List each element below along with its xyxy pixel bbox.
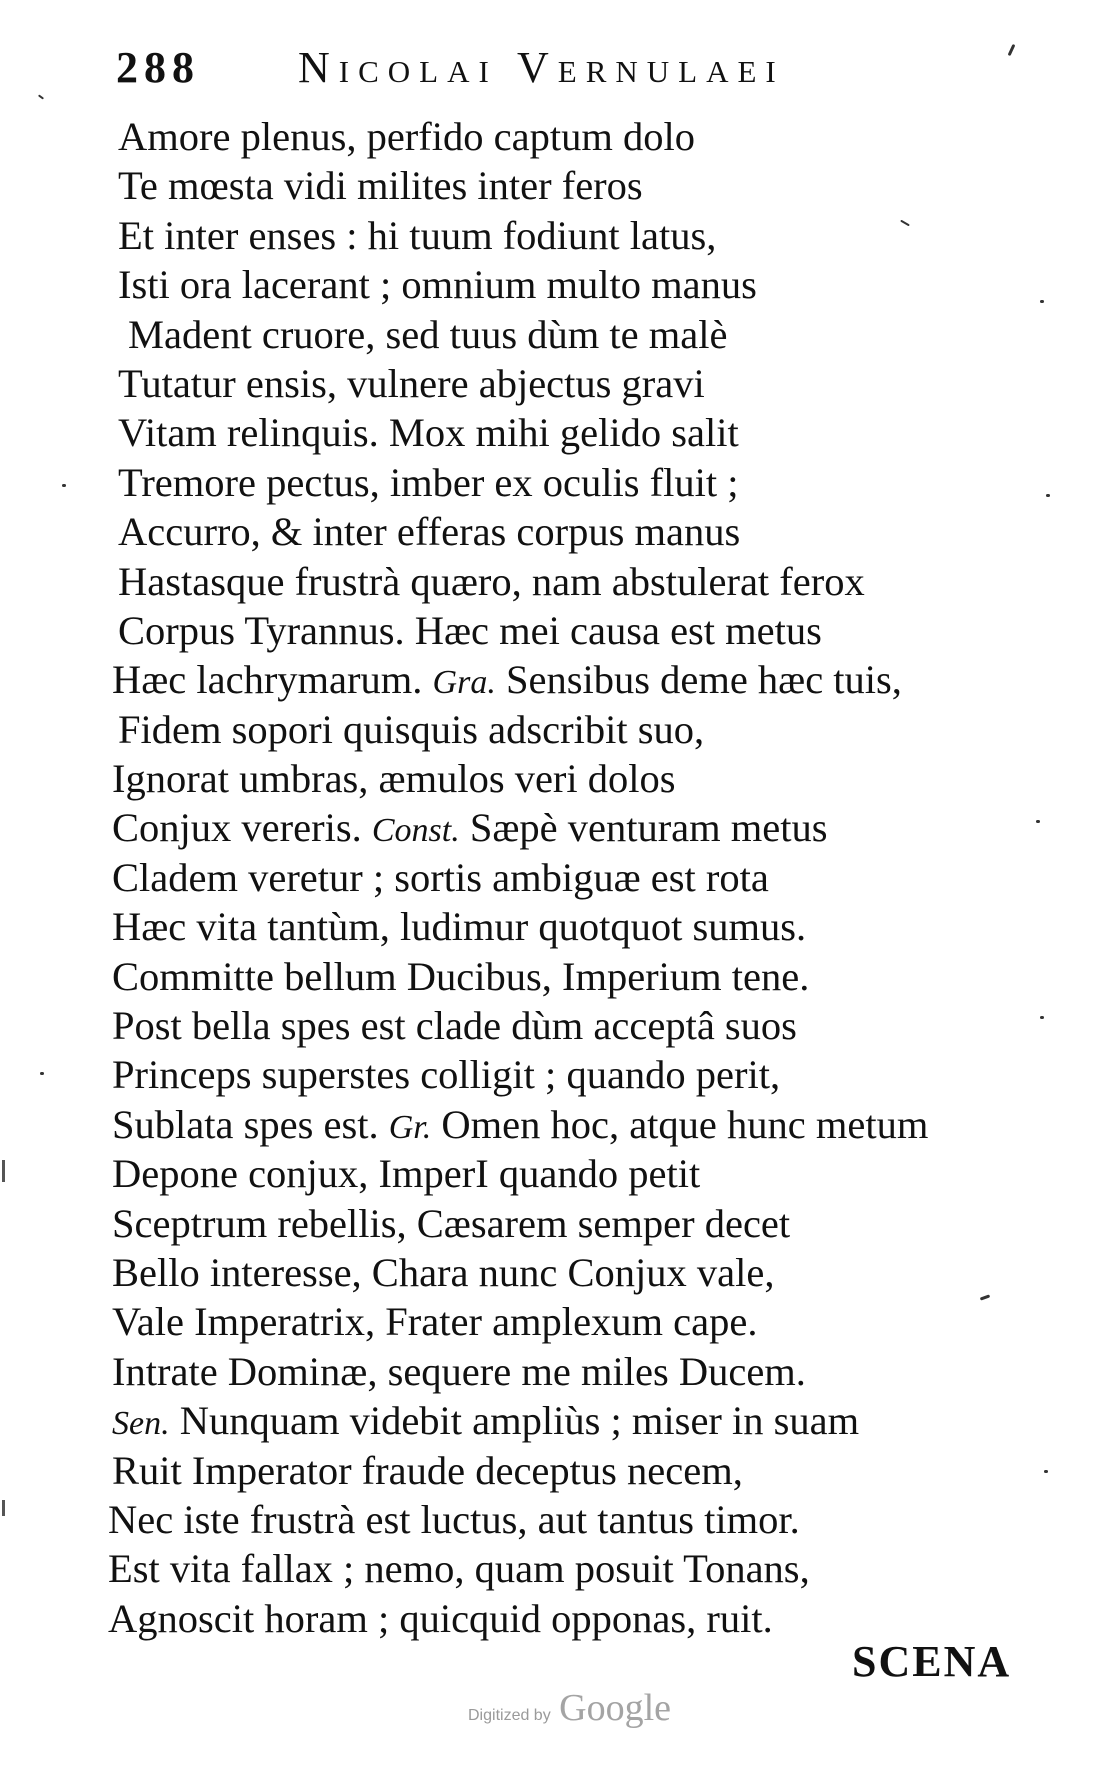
speaker-label: Gr. xyxy=(388,1108,432,1146)
verse-line: Madent cruore, sed tuus dùm te malè xyxy=(128,311,728,357)
ink-speck xyxy=(1040,1016,1044,1019)
verse-line: Tutatur ensis, vulnere abjectus gravi xyxy=(118,360,705,406)
verse-line: Isti ora lacerant ; omnium multo manus xyxy=(118,262,757,308)
verse-line: Est vita fallax ; nemo, quam posuit Tonans, xyxy=(108,1546,810,1592)
verse-line: Te mœsta vidi milites inter feros xyxy=(118,163,643,209)
ink-speck xyxy=(38,94,44,99)
digitized-prefix: Digitized by xyxy=(468,1707,551,1724)
google-logo: Google xyxy=(559,1687,672,1729)
catchword: SCENA xyxy=(852,1637,1012,1686)
speech-text: Sensibus deme hæc tuis, xyxy=(495,657,902,703)
verse-line: Et inter enses : hi tuum fodiunt latus, xyxy=(118,212,717,258)
verse-line: Vitam relinquis. Mox mihi gelido salit xyxy=(118,410,739,456)
scan-edge-mark xyxy=(2,1500,5,1516)
ink-speck xyxy=(40,1072,44,1075)
verse-line: Hæc vita tantùm, ludimur quotquot sumus. xyxy=(112,904,807,950)
verse-line: Hæc lachrymarum. Gra. Sensibus deme hæc tuis, xyxy=(112,657,902,703)
verse-line: Bello interesse, Chara nunc Conjux vale, xyxy=(112,1249,775,1295)
verse-line: Cladem veretur ; sortis ambiguæ est rota xyxy=(112,854,769,900)
verse-line xyxy=(112,1396,1058,1445)
speaker-label: Const. xyxy=(371,812,460,850)
running-title: Nicolai Vernulaei xyxy=(298,43,785,92)
speaker-label: Sen. xyxy=(112,1405,170,1443)
running-head xyxy=(116,42,936,102)
speech-text: Sæpè venturam metus xyxy=(459,805,828,851)
verse-line: Corpus Tyrannus. Hæc mei causa est metus xyxy=(118,607,822,653)
speaker-label: Gra. xyxy=(432,664,496,702)
verse-line: Tremore pectus, imber ex oculis fluit ; xyxy=(118,459,739,505)
verse-line: Ignorat umbras, æmulos veri dolos xyxy=(112,756,676,802)
verse-line: Conjux vereris. Const. Sæpè venturam metus xyxy=(112,805,828,851)
verse-line: Sublata spes est. Gr. Omen hoc, atque hunc metum xyxy=(112,1101,929,1147)
digitized-by-watermark xyxy=(468,1686,671,1736)
verse-line: Committe bellum Ducibus, Imperium tene. xyxy=(112,953,810,999)
ink-speck xyxy=(1008,44,1016,56)
ink-speck xyxy=(1044,1470,1048,1473)
verse-line: Agnoscit horam ; quicquid opponas, ruit. xyxy=(108,1595,773,1641)
ink-speck xyxy=(1036,820,1040,823)
verse-line: Intrate Dominæ, sequere me miles Ducem. xyxy=(112,1348,806,1394)
verse-line: Post bella spes est clade dùm acceptâ suos xyxy=(112,1003,797,1049)
ink-speck xyxy=(62,484,66,487)
page-number: 288 xyxy=(116,43,200,92)
verse-line: Accurro, & inter efferas corpus manus xyxy=(118,509,741,555)
scan-edge-mark xyxy=(2,1160,5,1182)
verse-line: Hastasque frustrà quæro, nam abstulerat ferox xyxy=(118,558,865,604)
speech-text: Nunquam videbit ampliùs ; miser in suam xyxy=(169,1398,860,1444)
verse-text xyxy=(108,112,1058,1643)
ink-speck xyxy=(1040,300,1044,303)
verse-line: Ruit Imperator fraude deceptus necem, xyxy=(112,1447,743,1493)
ink-speck xyxy=(1046,494,1050,497)
verse-line: Amore plenus, perfido captum dolo xyxy=(118,114,695,159)
verse-line: Princeps superstes colligit ; quando perit, xyxy=(112,1052,781,1098)
verse-line: Sceptrum rebellis, Cæsarem semper decet xyxy=(112,1200,791,1246)
speech-text: Omen hoc, atque hunc metum xyxy=(431,1101,929,1147)
verse-line: Vale Imperatrix, Frater amplexum cape. xyxy=(112,1299,758,1345)
verse-line: Depone conjux, ImperI quando petit xyxy=(112,1151,701,1197)
verse-line: Nec iste frustrà est luctus, aut tantus timor. xyxy=(108,1496,800,1542)
verse-line: Fidem sopori quisquis adscribit suo, xyxy=(118,706,705,752)
